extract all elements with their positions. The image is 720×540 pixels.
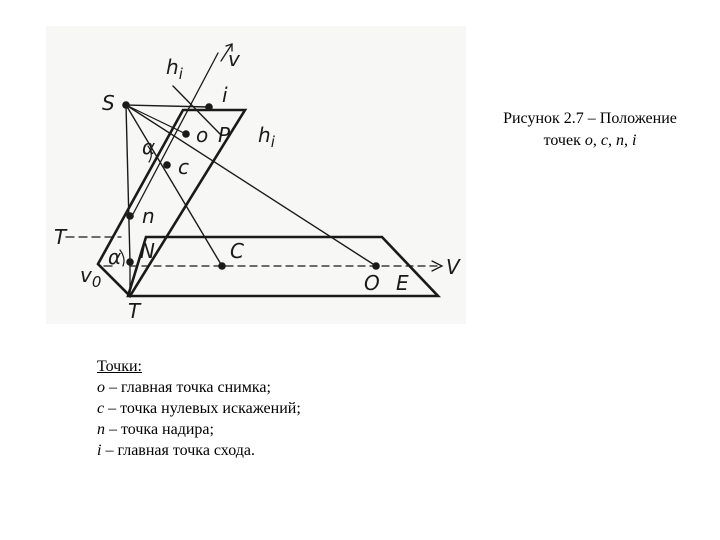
label-alpha-bottom: α xyxy=(108,245,122,269)
projection-diagram xyxy=(46,26,466,324)
label-t-left: T xyxy=(54,225,67,249)
legend-item-n: n – точка надира; xyxy=(97,421,214,438)
points-legend xyxy=(97,356,301,461)
label-v0: $v_0$ xyxy=(80,263,102,291)
legend-item-o: o – главная точка снимка; xyxy=(97,379,271,396)
point-n xyxy=(126,212,134,220)
label-alpha-top: α xyxy=(142,135,156,159)
point-s xyxy=(122,101,130,109)
point-o xyxy=(182,130,190,138)
legend-title: Точки: xyxy=(97,358,142,375)
label-o-ground: O xyxy=(364,271,380,295)
caption-line-2: точек o, c, n, i xyxy=(543,131,637,149)
label-h-right: $h_i$ xyxy=(258,123,275,151)
point-c-small xyxy=(163,161,171,169)
diagram-panel xyxy=(46,26,466,324)
label-e: E xyxy=(396,271,409,295)
figure-caption xyxy=(470,108,710,151)
ray-s-i xyxy=(126,105,209,107)
label-c-ground: C xyxy=(230,239,244,263)
caption-line-1: Рисунок 2.7 – Положение xyxy=(503,110,677,127)
label-t-bottom: T xyxy=(128,299,141,323)
label-n: n xyxy=(142,204,155,228)
label-v-right: V xyxy=(446,255,460,279)
label-h-top: $h_i$ xyxy=(166,55,183,83)
label-c-small: c xyxy=(178,155,189,179)
point-c-ground xyxy=(218,262,226,270)
label-p: P xyxy=(218,123,231,147)
point-i xyxy=(205,103,213,111)
label-v-top: v xyxy=(228,47,240,71)
label-s: S xyxy=(102,91,115,115)
legend-item-i: i – главная точка схода. xyxy=(97,442,255,459)
ground-plane-e xyxy=(128,237,438,296)
label-i: i xyxy=(222,83,228,107)
ray-s-n xyxy=(126,105,130,262)
point-o-ground xyxy=(372,262,380,270)
label-o: o xyxy=(196,123,209,147)
point-n-ground xyxy=(126,258,134,266)
label-n-ground: N xyxy=(140,239,155,263)
legend-item-c: c – точка нулевых искажений; xyxy=(97,400,301,417)
